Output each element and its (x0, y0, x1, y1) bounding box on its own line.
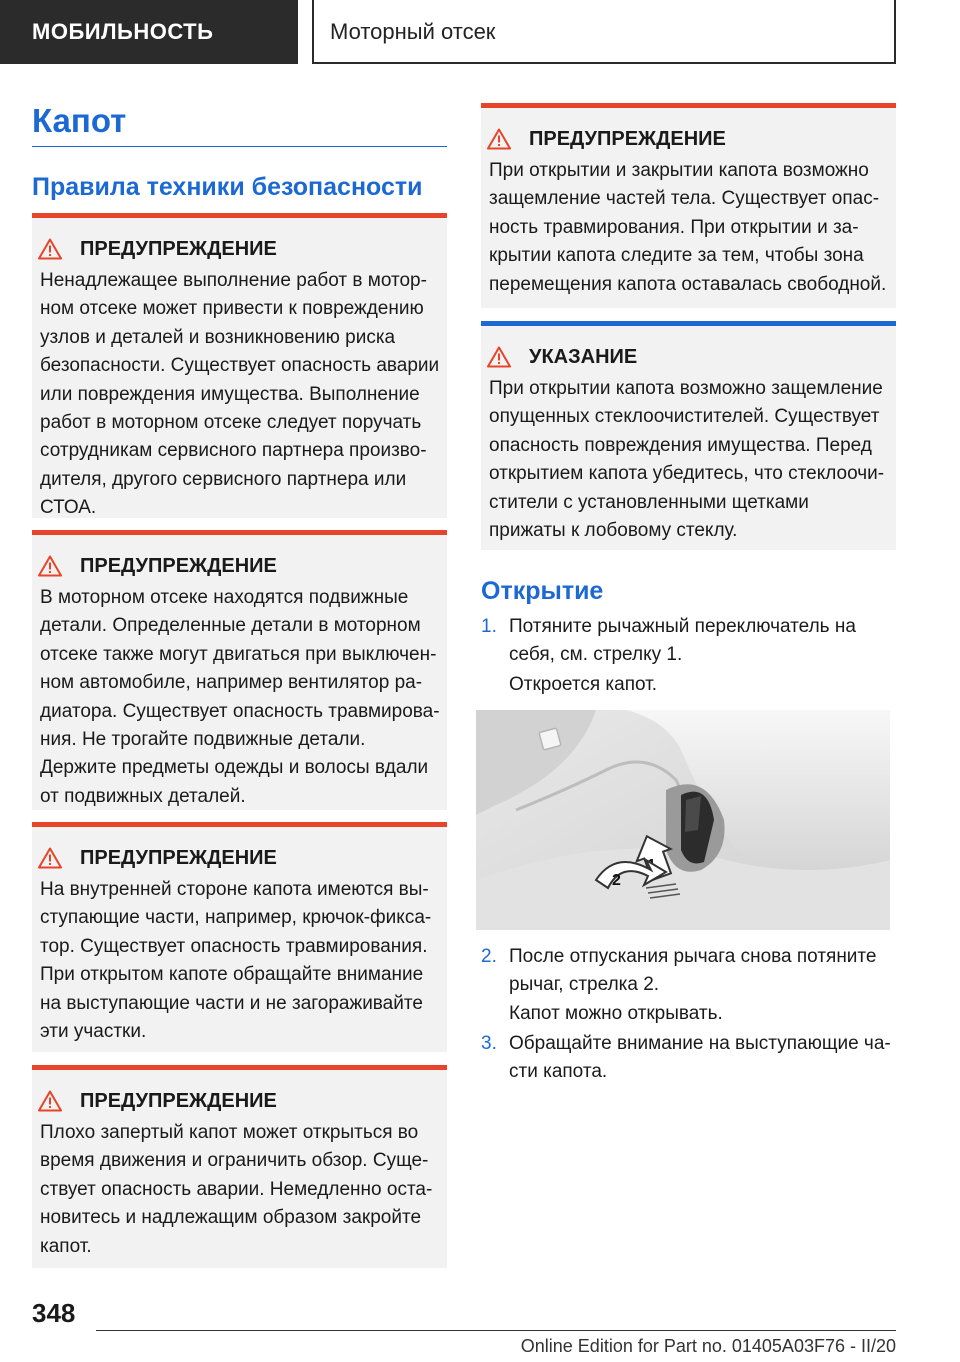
warning-triangle-icon (487, 128, 511, 150)
step-text: После отпускания рычага снова потяните рычаг, стрелка 2. (509, 946, 877, 996)
warning-text: При открытии и закрытии капота возможно защемление частей тела. Существует опас-ность травмирования. При открытии и за-крытии капота следите за тем, чтобы зона перемещения капота оставалась свободной. (489, 160, 887, 295)
warning-box-5 (481, 103, 896, 308)
safety-heading: Правила техники безопасности (32, 173, 423, 201)
warning-label: ПРЕДУПРЕЖДЕНИЕ (80, 846, 277, 869)
note-title (487, 343, 890, 371)
step-number: 1. (481, 616, 497, 637)
warning-title (487, 125, 890, 153)
arrow-label: 2 (612, 872, 621, 889)
note-box (481, 321, 896, 550)
warning-box-3 (32, 822, 447, 1052)
warning-label: ПРЕДУПРЕЖДЕНИЕ (80, 554, 277, 577)
hood-release-illustration (476, 710, 890, 930)
note-label: УКАЗАНИЕ (529, 345, 638, 368)
warning-triangle-icon (38, 555, 62, 577)
step-text: Потяните рычажный переключатель на себя, см. стрелку 1. (509, 616, 856, 666)
warning-triangle-icon (38, 238, 62, 260)
warning-text: Плохо запертый капот может открыться во время движения и ограничить обзор. Суще-ствует опасность аварии. Немедленно оста-новитесь и надлежащим образом закройте капот. (40, 1122, 433, 1257)
footer-rule (96, 1330, 896, 1331)
warning-label: ПРЕДУПРЕЖДЕНИЕ (529, 127, 726, 150)
section-tab: МОБИЛЬНОСТЬ (0, 0, 298, 64)
list-item (481, 613, 896, 670)
hood-release-lever-photo (476, 710, 890, 930)
warning-box-1 (32, 213, 447, 518)
opening-heading: Открытие (481, 577, 604, 605)
warning-label: ПРЕДУПРЕЖДЕНИЕ (80, 237, 277, 260)
note-text: При открытии капота возможно защемление опущенных стеклоочистителей. Существует опасность повреждения имущества. Перед открытием капота убедитесь, что стеклоочи-стители с установленными щетками прижаты к лобовому стеклу. (489, 378, 885, 542)
step-number: 2. (481, 946, 497, 967)
warning-title (38, 844, 441, 872)
warning-text: На внутренней стороне капота имеются вы-ступающие части, например, крючок-фикса-тор. Существует опасность травмирования. При открытом капоте обращайте внимание на выступающие части и не загораживайте эти участки. (40, 879, 432, 1043)
warning-title (38, 235, 441, 263)
list-item (481, 1030, 896, 1087)
warning-title (38, 1087, 441, 1115)
title-rule (32, 146, 447, 147)
step-text: Обращайте внимание на выступающие ча-сти капота. (509, 1033, 891, 1083)
step-result: Капот можно открывать. (509, 1003, 723, 1024)
warning-title (38, 552, 441, 580)
step-result: Откроется капот. (509, 674, 658, 695)
page-number: 348 (32, 1298, 76, 1328)
page-title: Капот (32, 102, 127, 139)
list-item (481, 943, 896, 1000)
warning-text: Ненадлежащее выполнение работ в мотор-ном отсеке может привести к повреждению узлов и деталей и возникновению риска безопасности. Существует опасность аварии или повреждения имущества. Выполнение работ в моторном отсеке следует поручать сотрудникам сервисного партнера произво-дителя, другого сервисного партнера или СТОА. (40, 270, 440, 519)
chapter-tab: Моторный отсек (312, 0, 896, 64)
caution-triangle-icon (487, 346, 511, 368)
warning-text: В моторном отсеке находятся подвижные детали. Определенные детали в моторном отсеке также могут двигаться при выключен-ном автомобиле, например вентилятор ра-диатора. Существует опасность травмирова-ния. Не трогайте подвижные детали. Держите предметы одежды и волосы вдали от подвижных деталей. (40, 587, 440, 807)
step-number: 3. (481, 1033, 497, 1054)
warning-label: ПРЕДУПРЕЖДЕНИЕ (80, 1089, 277, 1112)
warning-triangle-icon (38, 847, 62, 869)
warning-box-4 (32, 1065, 447, 1268)
edition-note: Online Edition for Part no. 01405A03F76 - II/20 (520, 1336, 896, 1356)
warning-box-2 (32, 530, 447, 810)
warning-triangle-icon (38, 1090, 62, 1112)
